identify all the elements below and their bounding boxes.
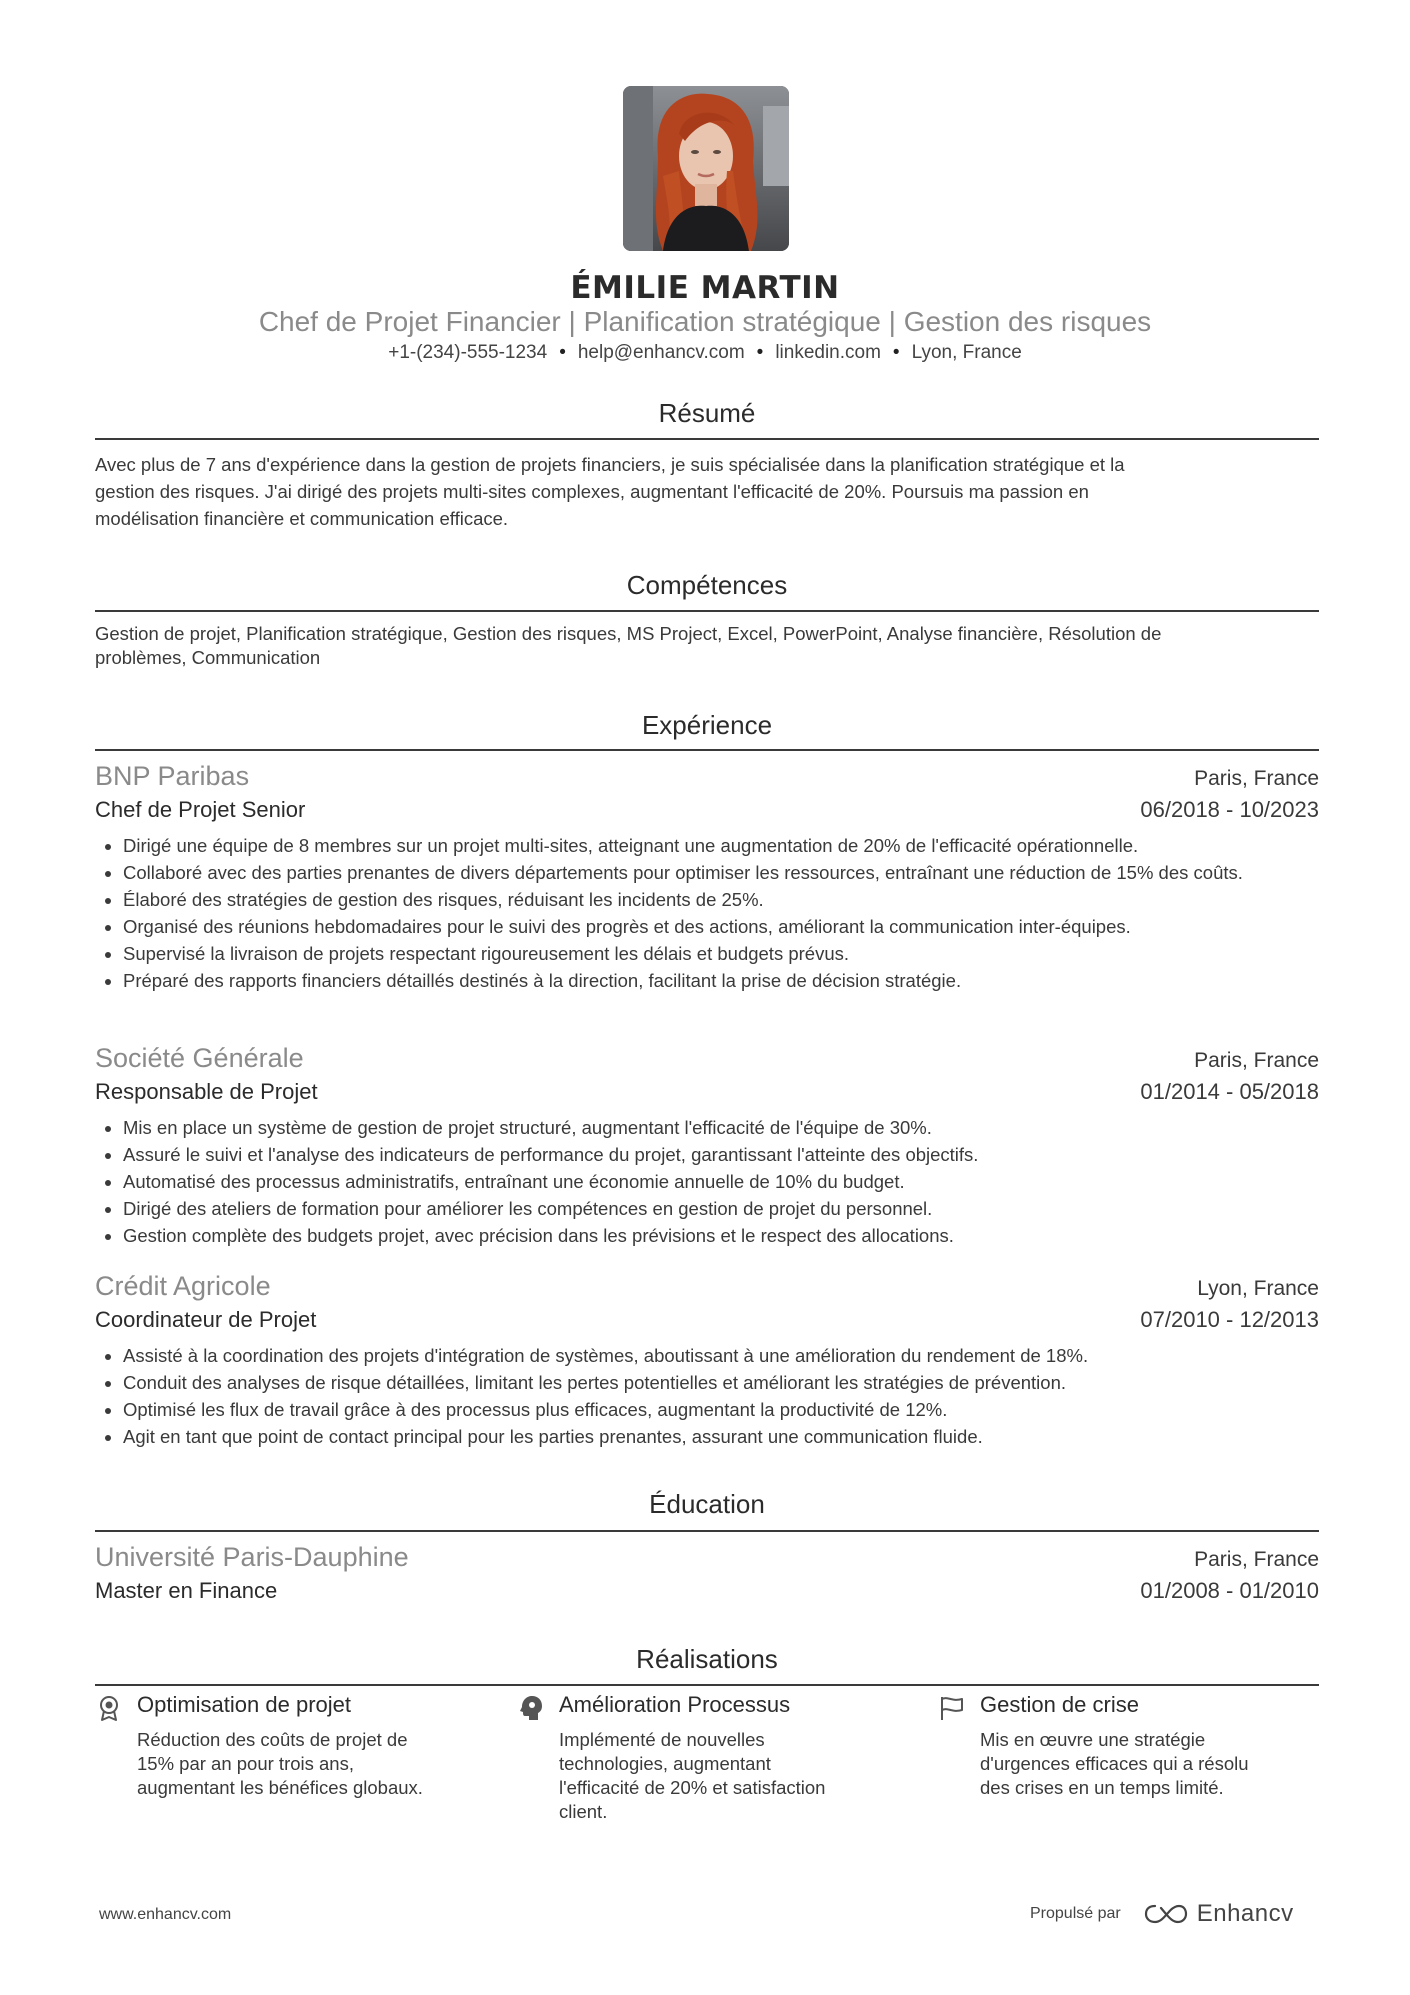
bullet-item: • Agit en tant que point de contact principal pour les parties prenantes, assurant une communication fluide. [123,1423,1347,1450]
section-divider [95,749,1319,751]
bullet-item: • Optimisé les flux de travail grâce à des processus plus efficaces, augmentant la productivité de 12%. [123,1396,1347,1423]
achievement-desc-line: Implémenté de nouvelles [559,1729,765,1750]
achievement-title: Amélioration Processus [559,1692,791,1717]
brain-head-icon [517,1694,545,1722]
job-role: Coordinateur de Projet [95,1307,317,1332]
footer-branding [1030,1900,1294,1928]
bullet-item: • Élaboré des stratégies de gestion des risques, réduisant les incidents de 25%. [123,886,1347,913]
candidate-headline: Chef de Projet Financier | Planification stratégique | Gestion des risques [258,306,1152,337]
section-title-skills: Compétences [626,570,788,600]
bullet-item: • Automatisé des processus administratifs, entraînant une économie annuelle de 10% du budget. [123,1168,1347,1195]
achievement-desc-line: l'efficacité de 20% et satisfaction [559,1777,826,1798]
contact-location: Lyon, France [911,342,1022,363]
achievement-desc [980,1728,1310,1800]
job-header [95,1043,1319,1074]
contact-linkedin: linkedin.com [775,342,881,363]
candidate-name: ÉMILIE MARTIN [570,270,840,306]
job-dates: 01/2014 - 05/2018 [1140,1079,1319,1104]
bullet-item: • Dirigé une équipe de 8 membres sur un projet multi-sites, atteignant une augmentation de 20% de l'efficacité opérationnelle. [123,832,1347,859]
achievement-desc-line: 15% par an pour trois ans, [137,1753,354,1774]
achievement-desc-line: Mis en œuvre une stratégie [980,1729,1206,1750]
footer-brand-name: Enhancv [1196,1900,1294,1927]
profile-photo [623,86,789,251]
job-dates: 06/2018 - 10/2023 [1140,797,1319,822]
section-divider [95,1684,1319,1686]
skills-line: problèmes, Communication [95,647,321,668]
job-company: BNP Paribas [95,761,250,791]
contact-phone: +1-(234)-555-1234 [388,342,548,363]
job-dates: 07/2010 - 12/2013 [1140,1307,1319,1332]
achievement-desc [137,1728,467,1800]
achievement-desc-line: des crises en un temps limité. [980,1777,1224,1798]
achievement-desc-line: augmentant les bénéfices globaux. [137,1777,423,1798]
section-title-achievements: Réalisations [636,1644,778,1674]
section-divider [95,1530,1319,1532]
job-role: Chef de Projet Senior [95,797,306,822]
achievement-desc-line: Réduction des coûts de projet de [137,1729,408,1750]
bullet-item: • Supervisé la livraison de projets respectant rigoureusement les délais et budgets prévus. [123,940,1347,967]
education-subheader [95,1578,1319,1604]
enhancv-logo-icon [1143,1902,1189,1926]
job-bullets [95,832,1347,994]
education-dates: 01/2008 - 01/2010 [1140,1578,1319,1603]
summary-line: gestion des risques. J'ai dirigé des projets multi-sites complexes, augmentant l'efficacité de 20%. Poursuis ma passion en [95,481,1089,502]
summary-text [95,451,1319,532]
award-icon [95,1694,123,1722]
portrait-image [623,86,789,251]
bullet-item: • Dirigé des ateliers de formation pour améliorer les compétences en gestion de projet du personnel. [123,1195,1347,1222]
achievement-desc-line: technologies, augmentant [559,1753,771,1774]
contact-separator: • [892,342,900,363]
section-title-summary: Résumé [658,398,756,428]
bullet-item: • Préparé des rapports financiers détaillés destinés à la direction, facilitant la prise de décision stratégie. [123,967,1347,994]
achievement-desc-line: d'urgences efficaces qui a résolu [980,1753,1249,1774]
achievement-desc-line: client. [559,1801,608,1822]
achievement-title: Gestion de crise [980,1692,1139,1717]
bullet-item: • Assuré le suivi et l'analyse des indicateurs de performance du projet, garantissant l'atteinte des objectifs. [123,1141,1347,1168]
contact-separator: • [559,342,566,363]
bullet-item: • Assisté à la coordination des projets d'intégration de systèmes, aboutissant à une amélioration du rendement de 18%. [123,1342,1347,1369]
summary-line: Avec plus de 7 ans d'expérience dans la gestion de projets financiers, je suis spécialisée dans la planification stratégique et la [95,454,1125,475]
section-divider [95,610,1319,612]
footer-website-link[interactable]: www.enhancv.com [99,1906,232,1923]
job-company: Crédit Agricole [95,1271,271,1301]
job-bullets [95,1342,1347,1450]
job-role: Responsable de Projet [95,1079,318,1104]
contact-email: help@enhancv.com [577,342,745,363]
job-subheader [95,797,1319,823]
achievement-title: Optimisation de projet [137,1692,351,1717]
bullet-item: • Collaboré avec des parties prenantes de divers départements pour optimiser les ressources, entraînant une réduction de 15% des coûts. [123,859,1347,886]
job-bullets [95,1114,1347,1249]
bullet-item: • Gestion complète des budgets projet, avec précision dans les prévisions et le respect des allocations. [123,1222,1347,1249]
job-location: Lyon, France [1197,1277,1319,1300]
section-divider [95,438,1319,440]
skills-text [95,622,1319,670]
bullet-item: • Organisé des réunions hebdomadaires pour le suivi des progrès et des actions, améliorant la communication inter-équipes. [123,913,1347,940]
contact-separator: • [756,342,764,363]
job-location: Paris, France [1194,1049,1319,1072]
footer-powered-by: Propulsé par [1030,1905,1121,1922]
education-degree: Master en Finance [95,1578,278,1603]
job-subheader [95,1307,1319,1333]
job-location: Paris, France [1194,767,1319,790]
section-title-experience: Expérience [641,710,773,740]
bullet-item: • Conduit des analyses de risque détaillées, limitant les pertes potentielles et améliorant les stratégies de prévention. [123,1369,1347,1396]
job-subheader [95,1079,1319,1105]
education-header [95,1542,1319,1573]
flag-icon [938,1694,966,1722]
education-school: Université Paris-Dauphine [95,1542,409,1572]
job-company: Société Générale [95,1043,304,1073]
contact-line [0,342,1410,364]
section-title-education: Éducation [649,1489,765,1519]
summary-line: modélisation financière et communication efficace. [95,508,509,529]
job-header [95,1271,1319,1302]
achievement-desc [559,1728,889,1824]
job-header [95,761,1319,792]
skills-line: Gestion de projet, Planification stratégique, Gestion des risques, MS Project, Excel, PowerPoint, Analyse financière, Résolution de [95,623,1162,644]
education-location: Paris, France [1194,1548,1319,1571]
bullet-item: • Mis en place un système de gestion de projet structuré, augmentant l'efficacité de l'équipe de 30%. [123,1114,1347,1141]
